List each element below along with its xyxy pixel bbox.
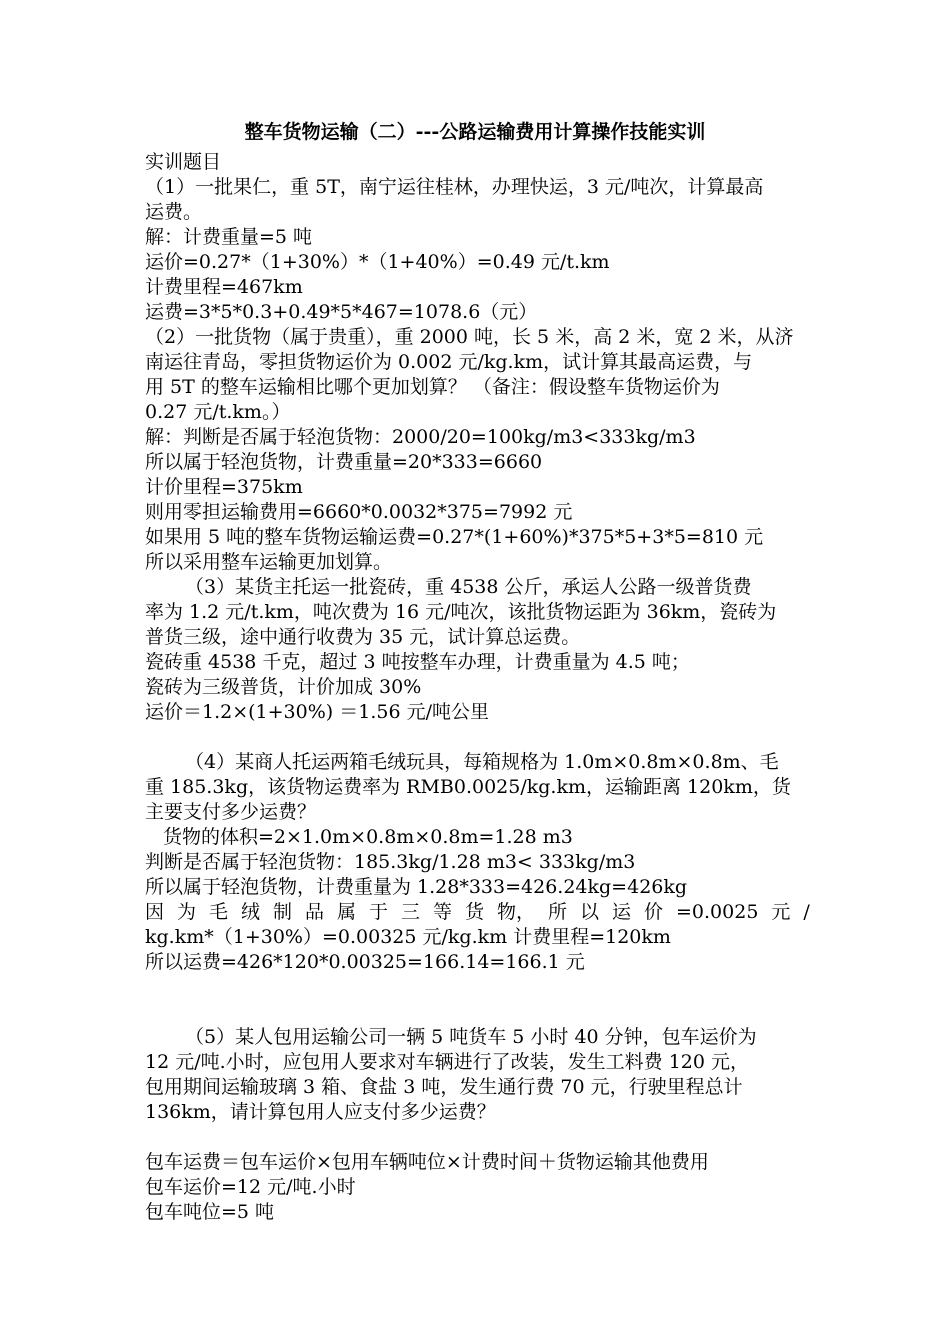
justified-token: 于 [369,901,389,923]
solution-line: 包车运费＝包车运价×包用车辆吨位×计费时间＋货物运输其他费用 [145,1151,709,1173]
solution-line: 所以运费=426*120*0.00325=166.14=166.1 元 [145,951,585,973]
justified-token: 以 [580,901,600,923]
problem-2-text: 南运往青岛，零担货物运价为 0.002 元/kg.km，试计算其最高运费，与 [145,351,753,373]
problem-1-text: （1）一批果仁，重 5T，南宁运往桂林，办理快运，3 元/吨次，计算最高 [145,176,764,198]
justified-token: 绒 [241,901,261,923]
solution-line: 判断是否属于轻泡货物：185.3kg/1.28 m3< 333kg/m3 [145,851,636,873]
solution-line: 瓷砖重 4538 千克，超过 3 吨按整车办理，计费重量为 4.5 吨； [145,651,690,673]
solution-line: 运价＝1.2×(1+30%) ＝1.56 元/吨公里 [145,701,489,723]
justified-token: 属 [337,901,357,923]
document-title: 整车货物运输（二）---公路运输费用计算操作技能实训 [244,121,706,143]
solution-line: 所以采用整车运输更加划算。 [145,551,393,573]
section-heading: 实训题目 [145,151,222,173]
problem-4-text: 主要支付多少运费？ [145,801,317,823]
solution-line: 瓷砖为三级普货，计价加成 30% [145,676,422,698]
problem-5-text: 12 元/吨.小时，应包用人要求对车辆进行了改装，发生工料费 120 元， [145,1051,750,1073]
solution-line: 运费=3*5*0.3+0.49*5*467=1078.6（元） [145,301,538,323]
solution-line: kg.km*（1+30%）=0.00325 元/kg.km 计费里程=120km [145,926,671,948]
problem-2-text: 0.27 元/t.km。） [145,401,291,423]
problem-5-text: 包用期间运输玻璃 3 箱、食盐 3 吨，发生通行费 70 元，行驶里程总计 [145,1076,743,1098]
justified-token: 物， [497,901,536,923]
problem-2-text: （2）一批货物（属于贵重），重 2000 吨，长 5 米，高 2 米，宽 2 米，从济 [145,326,794,348]
problem-3-text: （3）某货主托运一批瓷砖，重 4538 公斤，承运人公路一级普货费 [185,576,752,598]
justified-token: 所 [548,901,568,923]
solution-line: 计价里程=375km [145,476,303,498]
justified-token: / [803,901,810,923]
solution-line: 所以属于轻泡货物，计费重量=20*333=6660 [145,451,543,473]
paragraph-gap [145,1125,810,1150]
solution-line: 所以属于轻泡货物，计费重量为 1.28*333=426.24kg=426kg [145,876,688,898]
justified-token: 因 [145,901,165,923]
problem-1-text: 运费。 [145,201,203,223]
justified-token: 价 [644,901,664,923]
justified-token: 制 [273,901,293,923]
justified-token: 品 [305,901,325,923]
document-body [145,150,810,1225]
justified-token: 等 [433,901,453,923]
problem-4-text: 重 185.3kg，该货物运费率为 RMB0.0025/kg.km，运输距离 120km，货 [145,776,791,798]
paragraph-gap [145,725,810,750]
problem-4-text: （4）某商人托运两箱毛绒玩具，每箱规格为 1.0m×0.8m×0.8m、毛 [185,751,779,773]
justified-token: 运 [612,901,632,923]
justified-token: 货 [465,901,485,923]
problem-2-text: 用 5T 的整车运输相比哪个更加划算？ （备注：假设整车货物运价为 [145,376,720,398]
solution-line: 货物的体积=2×1.0m×0.8m×0.8m=1.28 m3 [163,826,573,848]
justified-solution-line [145,900,810,925]
problem-3-text: 率为 1.2 元/t.km，吨次费为 16 元/吨次，该批货物运距为 36km，瓷砖为 [145,601,777,623]
solution-line: 则用零担运输费用=6660*0.0032*375=7992 元 [145,501,573,523]
solution-line: 计费里程=467km [145,276,303,298]
solution-line: 包车吨位=5 吨 [145,1201,275,1223]
solution-line: 解：计费重量=5 吨 [145,226,313,248]
paragraph-gap [145,975,810,1025]
problem-5-text: 136km，请计算包用人应支付多少运费？ [145,1101,496,1123]
solution-line: 运价=0.27*（1+30%）*（1+40%）=0.49 元/t.km [145,251,610,273]
justified-token: 三 [401,901,421,923]
justified-token: =0.0025 [676,901,759,923]
solution-line: 包车运价=12 元/吨.小时 [145,1176,356,1198]
justified-token: 元 [771,901,791,923]
solution-line: 解：判断是否属于轻泡货物：2000/20=100kg/m3<333kg/m3 [145,426,696,448]
justified-token: 毛 [209,901,229,923]
problem-5-text: （5）某人包用运输公司一辆 5 吨货车 5 小时 40 分钟，包车运价为 [185,1026,757,1048]
justified-token: 为 [177,901,197,923]
solution-line: 如果用 5 吨的整车货物运输运费=0.27*(1+60%)*375*5+3*5=810 元 [145,526,764,548]
problem-3-text: 普货三级，途中通行收费为 35 元，试计算总运费。 [145,626,581,648]
